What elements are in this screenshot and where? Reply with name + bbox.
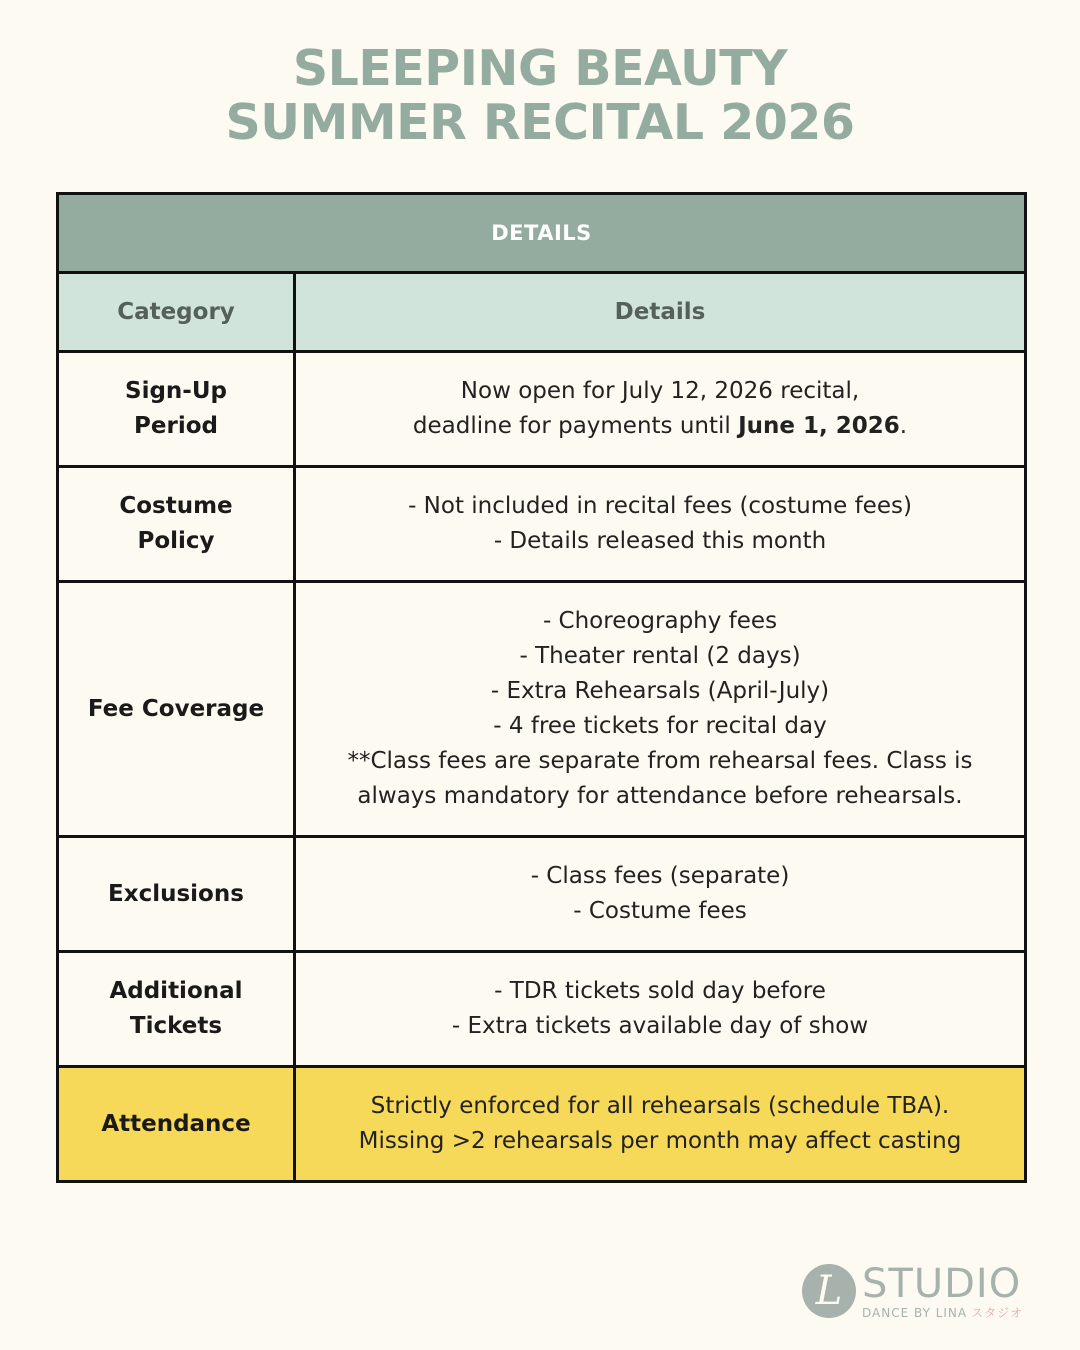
details-punct: . [899,413,908,439]
studio-logo [800,1262,1040,1322]
table-header: DETAILS [58,194,1026,273]
details-table [56,192,1027,1183]
category-line: Sign-Up [125,378,227,404]
table-row-fee-coverage [58,582,1026,837]
details-line: - Theater rental (2 days) [519,643,801,669]
details-cell [295,582,1026,837]
category-cell [58,582,295,837]
details-line: - 4 free tickets for recital day [493,713,827,739]
logo-mark-letter: L [815,1268,843,1314]
category-line: Tickets [129,1013,223,1039]
column-header-row [58,273,1026,352]
details-line: Now open for July 12, 2026 recital, [460,378,860,404]
details-text: deadline for payments until [412,413,739,439]
details-line: - Details released this month [493,528,827,554]
details-line: - Costume fees [573,898,747,924]
category-line: Period [134,413,218,439]
details-line [308,409,1012,444]
category-line: Attendance [101,1110,251,1137]
table-row-additional-tickets [58,952,1026,1067]
details-cell [295,467,1026,582]
logo-wordmark: STUDIO [862,1261,1022,1307]
details-cell [295,837,1026,952]
logo-tagline [862,1304,1023,1321]
details-line: - Class fees (separate) [530,863,790,889]
details-cell [295,952,1026,1067]
details-cell [295,352,1026,467]
details-line: **Class fees are separate from rehearsal fees. Class is [347,748,973,774]
details-line: Strictly enforced for all rehearsals (schedule TBA). [370,1093,950,1119]
title-line-1: SLEEPING BEAUTY [292,40,788,97]
category-line: Costume [119,493,233,519]
table-row-costume-policy [58,467,1026,582]
logo-tagline-jp: スタジオ [971,1306,1024,1320]
column-header-category: Category [58,273,295,352]
category-cell [58,467,295,582]
category-cell [58,352,295,467]
details-line: always mandatory for attendance before rehearsals. [357,783,963,809]
column-header-details: Details [295,273,1026,352]
category-line: Exclusions [108,880,244,907]
deadline-date: June 1, 2026 [738,413,900,439]
category-cell [58,837,295,952]
logo-mark-icon [802,1264,856,1318]
details-line: - Not included in recital fees (costume fees) [408,493,912,519]
table-row-exclusions [58,837,1026,952]
table-row-attendance [58,1067,1026,1182]
table-row-sign-up-period [58,352,1026,467]
details-line: Missing >2 rehearsals per month may affect casting [358,1128,962,1154]
category-line: Policy [137,528,215,554]
title-line-2: SUMMER RECITAL 2026 [225,94,855,151]
category-line: Fee Coverage [87,695,265,722]
details-line: - Extra tickets available day of show [451,1013,869,1039]
category-cell [58,1067,295,1182]
logo-tagline-text: DANCE BY LINA [862,1306,968,1320]
details-cell [295,1067,1026,1182]
details-line: - Choreography fees [542,608,778,634]
category-cell [58,952,295,1067]
page-title [0,42,1080,150]
details-line: - TDR tickets sold day before [494,978,826,1004]
category-line: Additional [109,978,243,1004]
table-header-row [58,194,1026,273]
details-line: - Extra Rehearsals (April-July) [490,678,830,704]
